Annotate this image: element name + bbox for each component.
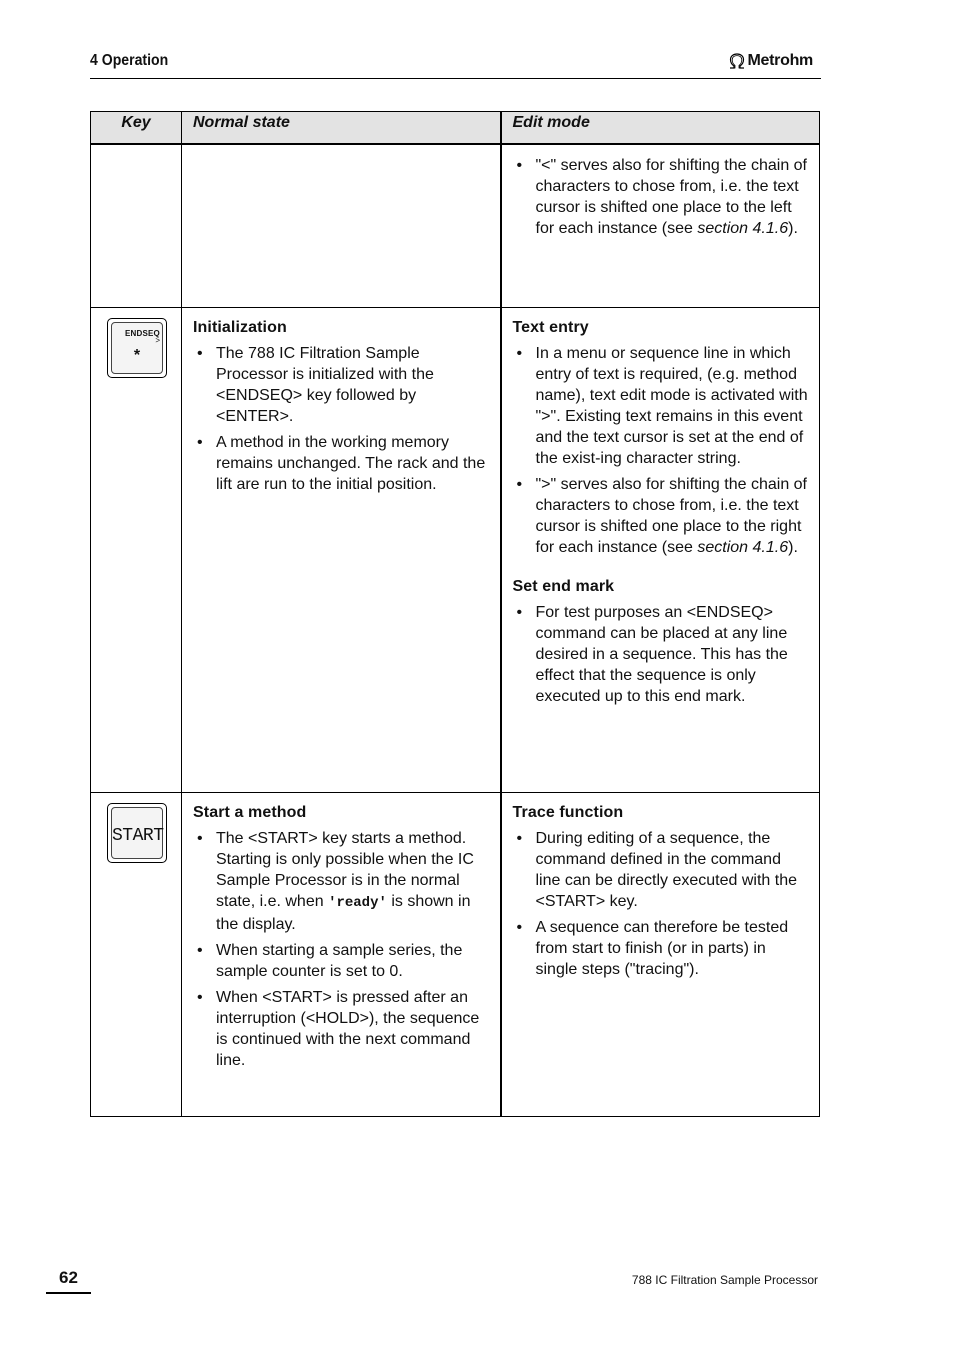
table-row [91, 144, 820, 307]
list-item: • "<" serves also for shifting the chain of characters to chose from, i.e. the text cursor is shifted one place to the left for each instance (see section 4.1.6). [513, 155, 810, 239]
start-key-icon [107, 803, 167, 863]
key-cell-empty [91, 144, 182, 307]
footer-title: 788 IC Filtration Sample Processor [631, 1273, 818, 1287]
page-header [90, 50, 821, 79]
edit-mode-cell [501, 307, 820, 792]
normal-state-cell [182, 307, 501, 792]
list-item: • ">" serves also for shifting the chain of characters to chose from, i.e. the text cursor is shifted one place to the right for each instance (see section 4.1.6). [513, 474, 810, 558]
asterisk-symbol: * [133, 346, 141, 364]
endseq-key-icon [107, 318, 167, 378]
display-text-ready: 'ready' [328, 894, 387, 911]
table-row [91, 792, 820, 1116]
column-header-normal-state: Normal state [182, 112, 501, 145]
normal-state-cell-empty [182, 144, 501, 307]
edit-mode-list [513, 155, 810, 239]
key-arrow-label: > [155, 335, 160, 345]
start-key-label: START [112, 825, 164, 846]
table-header-row [91, 112, 820, 145]
key-cell [91, 792, 182, 1116]
list-item: • A sequence can therefore be tested from start to finish (or in parts) in single steps ("tracing"). [513, 917, 810, 980]
brand-logo [728, 52, 813, 70]
list-item: • A method in the working memory remains unchanged. The rack and the lift are run to the initial position. [193, 432, 490, 495]
list-item: • When <START> is pressed after an interruption (<HOLD>), the sequence is continued with the next command line. [193, 987, 490, 1071]
list-item: • For test purposes an <ENDSEQ> command can be placed at any line desired in a sequence. This has the effect that the sequence is only executed up to this end mark. [513, 602, 810, 707]
edit-mode-heading: Text entry [512, 318, 589, 336]
column-header-key: Key [91, 112, 182, 145]
edit-mode-list-2 [513, 602, 810, 707]
page-number: 62 [46, 1268, 91, 1294]
list-item: • When starting a sample series, the sample counter is set to 0. [193, 940, 490, 982]
list-item: • The <START> key starts a method. Starting is only possible when the IC Sample Processor is in the normal state, i.e. when 'ready' is shown in the display. [193, 828, 490, 935]
section-title: 4 Operation [90, 52, 169, 69]
normal-state-heading: Start a method [193, 803, 307, 821]
brand-name: Metrohm [747, 52, 813, 69]
normal-state-list [193, 828, 490, 1071]
endseq-key-label: ENDSEQ [125, 328, 160, 338]
list-item: • The 788 IC Filtration Sample Processor is initialized with the <ENDSEQ> key followed by <ENTER>. [193, 343, 490, 427]
list-item: • In a menu or sequence line in which entry of text is required, (e.g. method name), text edit mode is activated with ">". Existing text remains in this event and the text cursor is set at the end of the exist-ing character string. [513, 343, 810, 469]
edit-mode-list [513, 828, 810, 980]
list-item: • During editing of a sequence, the command defined in the command line can be directly executed with the <START> key. [513, 828, 810, 912]
normal-state-list [193, 343, 490, 495]
edit-mode-list [513, 343, 810, 558]
edit-mode-cell [501, 144, 820, 307]
edit-mode-heading-2: Set end mark [512, 577, 615, 595]
key-function-table [90, 111, 820, 1117]
edit-mode-cell [501, 792, 820, 1116]
omega-logo-icon [728, 53, 746, 69]
table-row [91, 307, 820, 792]
column-header-edit-mode: Edit mode [501, 112, 820, 145]
normal-state-heading: Initialization [193, 318, 287, 336]
key-cell [91, 307, 182, 792]
edit-mode-heading: Trace function [512, 803, 624, 821]
normal-state-cell [182, 792, 501, 1116]
